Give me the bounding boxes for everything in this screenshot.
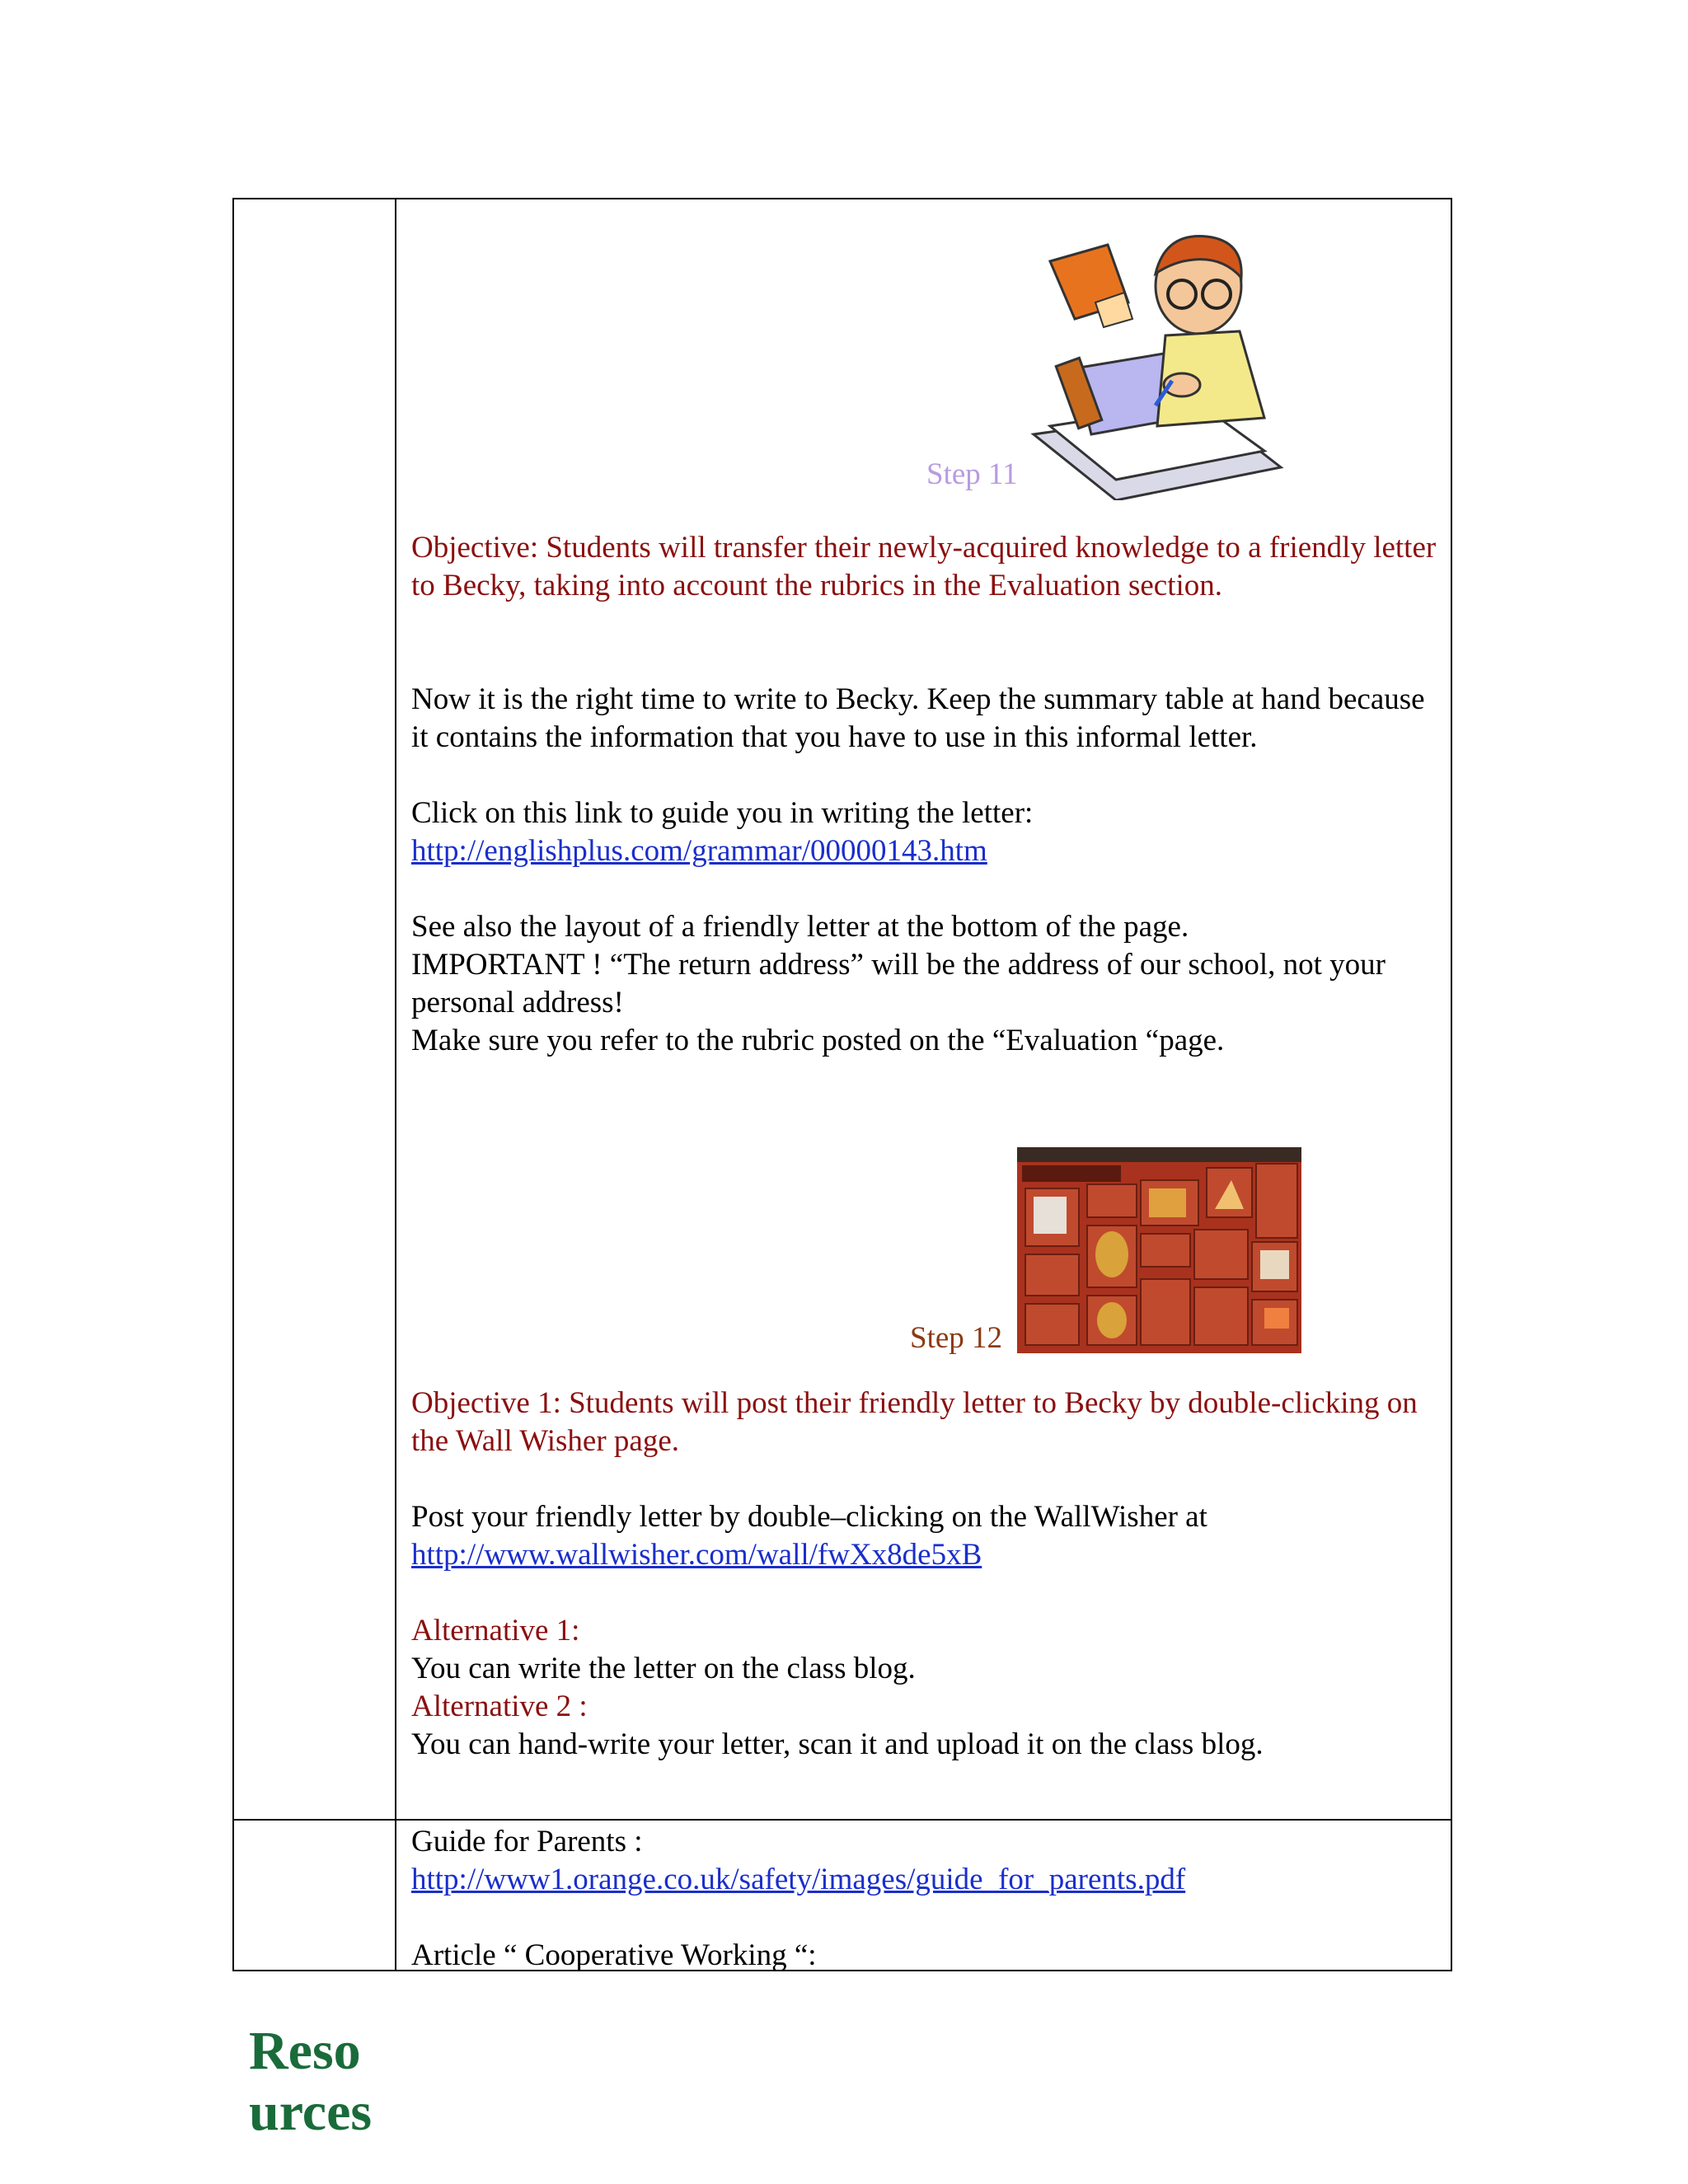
alternative-1-text: You can write the letter on the class blog. <box>411 1652 916 1685</box>
guide-for-parents-link[interactable]: http://www1.orange.co.uk/safety/images/guide_for_parents.pdf <box>411 1863 1186 1896</box>
step11-paragraph-5: Make sure you refer to the rubric posted on the “Evaluation “page. <box>411 1024 1225 1057</box>
step11-paragraph-4: IMPORTANT ! “The return address” will be the address of our school, not your personal address! <box>411 948 1386 1019</box>
step12-label: Step 12 <box>910 1321 1003 1355</box>
step12-objective: Objective 1: Students will post their friendly letter to Becky by double-clicking on the Wall Wisher page. <box>411 1386 1418 1458</box>
resources-heading <box>249 2021 393 2143</box>
alternative-2-label: Alternative 2 : <box>411 1690 588 1723</box>
guide-for-parents-label: Guide for Parents : <box>411 1825 643 1858</box>
wallwisher-screenshot <box>1017 1147 1301 1353</box>
resources-heading-line2: urces <box>249 2082 373 2142</box>
writer-illustration <box>1017 228 1297 500</box>
alternative-2-text: You can hand-write your letter, scan it and upload it on the class blog. <box>411 1727 1264 1761</box>
lesson-table <box>232 198 1452 2142</box>
resources-heading-line1: Reso <box>249 2021 361 2081</box>
step11-paragraph-1: Now it is the right time to write to Becky. Keep the summary table at hand because it contains the information that you have to use in this informal letter. <box>411 682 1425 754</box>
row-divider <box>234 1819 1451 1821</box>
alternative-1-label: Alternative 1: <box>411 1614 580 1647</box>
step11-label: Step 11 <box>926 457 1018 491</box>
step11-paragraph-3: See also the layout of a friendly letter at the bottom of the page. <box>411 910 1189 944</box>
step11-objective: Objective: Students will transfer their newly-acquired knowledge to a friendly letter to Becky, taking into account the rubrics in the Evaluation section. <box>411 531 1437 602</box>
column-divider <box>395 199 396 1970</box>
article-label: Article “ Cooperative Working “: <box>411 1938 817 1972</box>
step11-link[interactable]: http://englishplus.com/grammar/00000143.htm <box>411 834 987 868</box>
step12-paragraph-1: Post your friendly letter by double–clicking on the WallWisher at <box>411 1500 1207 1534</box>
step12-link[interactable]: http://www.wallwisher.com/wall/fwXx8de5xB <box>411 1538 982 1572</box>
step11-paragraph-2: Click on this link to guide you in writing the letter: <box>411 796 1034 830</box>
